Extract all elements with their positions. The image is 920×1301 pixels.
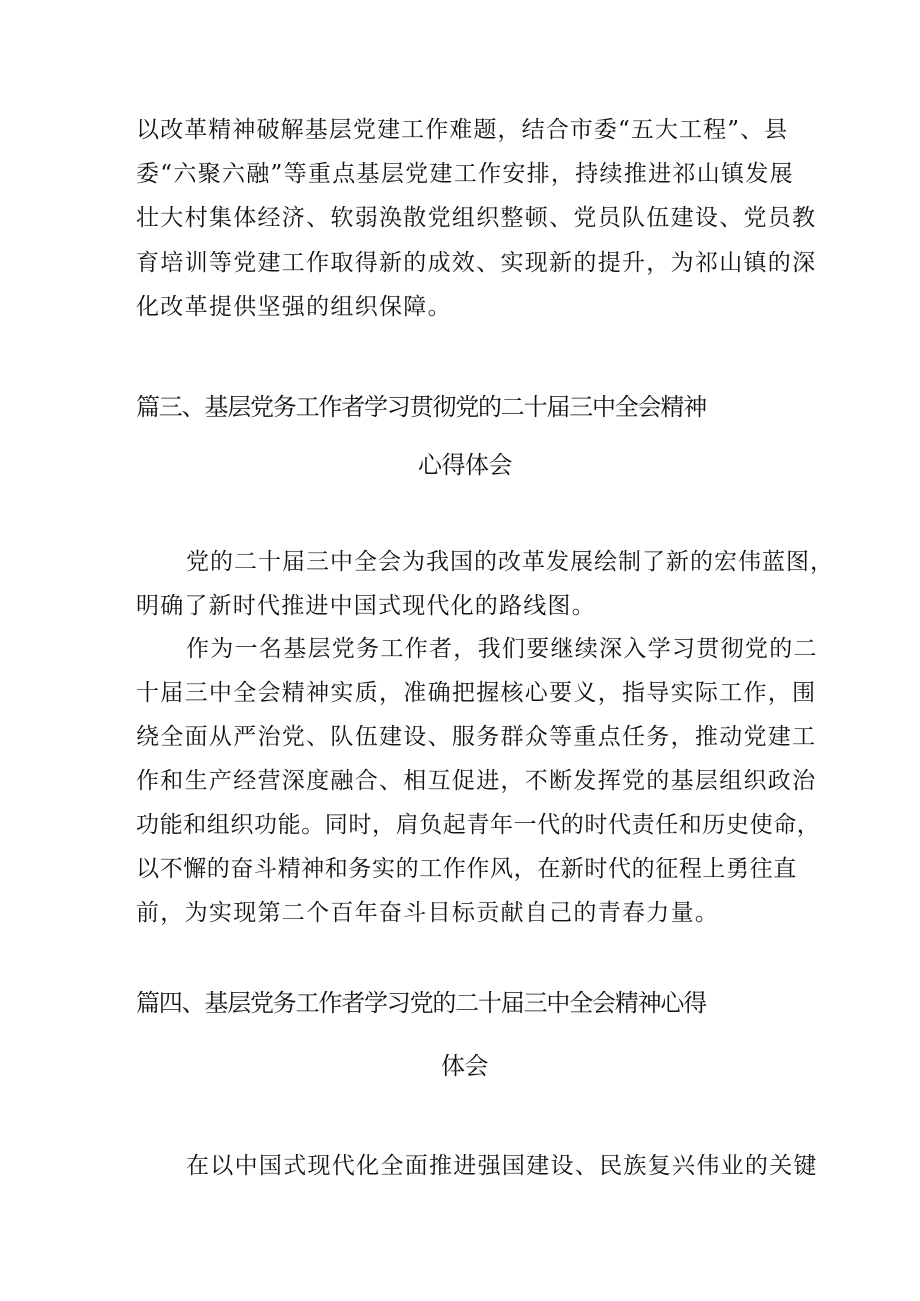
section-heading-continuation: 体会: [441, 1052, 488, 1080]
body-text-line: 作为一名基层党务工作者，我们要继续深入学习贯彻党的二: [186, 636, 818, 662]
body-text-line: 作和生产经营深度融合、相互促进，不断发挥党的基层组织政治: [136, 768, 817, 794]
body-text-line: 十届三中全会精神实质，准确把握核心要义，指导实际工作，围: [136, 680, 817, 706]
body-text-line: 以改革精神破解基层党建工作难题，结合市委“五大工程”、县: [136, 117, 789, 143]
body-text-line: 功能和组织功能。同时，肩负起青年一代的时代责任和历史使命，: [136, 812, 821, 838]
body-text-line: 在以中国式现代化全面推进强国建设、民族复兴伟业的关键: [186, 1153, 818, 1179]
body-text-line: 前，为实现第二个百年奋斗目标贡献自己的青春力量。: [136, 900, 720, 926]
section-heading: 篇四、基层党务工作者学习党的二十届三中全会精神心得: [136, 989, 706, 1017]
body-text-line: 明确了新时代推进中国式现代化的路线图。: [136, 593, 596, 619]
section-heading-continuation: 心得体会: [418, 451, 512, 479]
body-text-line: 以不懈的奋斗精神和务实的工作作风，在新时代的征程上勇往直: [136, 856, 797, 882]
body-text-line: 党的二十届三中全会为我国的改革发展绘制了新的宏伟蓝图，: [186, 549, 834, 575]
section-heading: 篇三、基层党务工作者学习贯彻党的二十届三中全会精神: [136, 393, 706, 421]
body-text-line: 绕全面从严治党、队伍建设、服务群众等重点任务，推动党建工: [136, 724, 817, 750]
body-text-line: 壮大村集体经济、软弱涣散党组织整顿、党员队伍建设、党员教: [136, 205, 817, 231]
body-text-line: 委“六聚六融”等重点基层党建工作安排，持续推进祁山镇发展: [136, 161, 794, 187]
body-text-line: 育培训等党建工作取得新的成效、实现新的提升，为祁山镇的深: [136, 250, 817, 276]
body-text-line: 化改革提供坚强的组织保障。: [136, 294, 452, 320]
